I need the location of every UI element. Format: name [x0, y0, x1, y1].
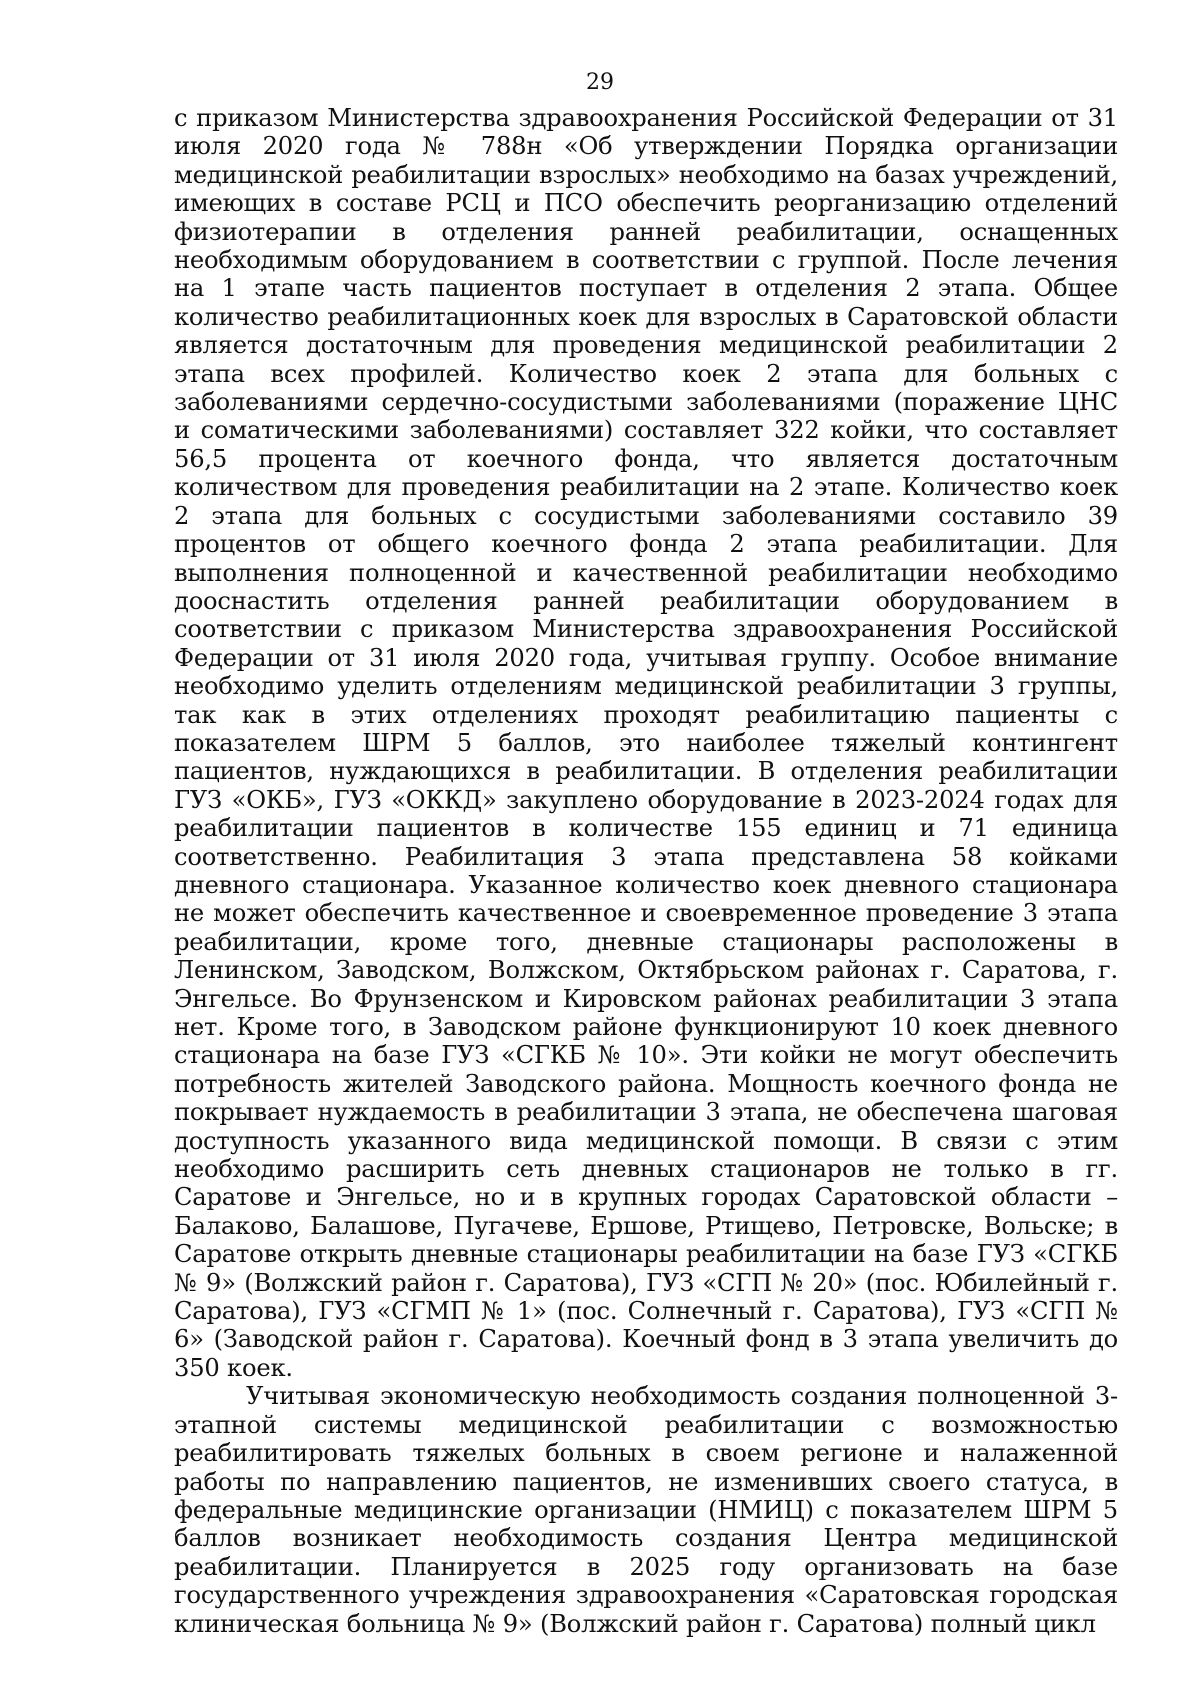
- document-body: [174, 104, 1118, 1638]
- page-number: 29: [586, 70, 614, 95]
- paragraph: Учитывая экономическую необходимость создания полноценной 3-этапной системы медицинской реабилитации с возможностью реабилитировать тяжелых больных в своем регионе и налаженной работы по направлению пациентов, не изменивших своего статуса, в федеральные медицинские организации (НМИЦ) с показателем ШРМ 5 баллов возникает необходимость создания Центра медицинской реабилитации. Планируется в 2025 году организовать на базе государственного учреждения здравоохранения «Саратовская городская клиническая больница № 9» (Волжский район г. Саратова) полный цикл: [174, 1382, 1118, 1638]
- paragraph: с приказом Министерства здравоохранения Российской Федерации от 31 июля 2020 года № 788н «Об утверждении Порядка организации медицинской реабилитации взрослых» необходимо на базах учреждений, имеющих в составе РСЦ и ПСО обеспечить реорганизацию отделений физиотерапии в отделения ранней реабилитации, оснащенных необходимым оборудованием в соответствии с группой. После лечения на 1 этапе часть пациентов поступает в отделения 2 этапа. Общее количество реабилитационных коек для взрослых в Саратовской области является достаточным для проведения медицинской реабилитации 2 этапа всех профилей. Количество коек 2 этапа для больных с заболеваниями сердечно-сосудистыми заболеваниями (поражение ЦНС и соматическими заболеваниями) составляет 322 койки, что составляет 56,5 процента от коечного фонда, что является достаточным количеством для проведения реабилитации на 2 этапе. Количество коек 2 этапа для больных с сосудистыми заболеваниями составило 39 процентов от общего коечного фонда 2 этапа реабилитации. Для выполнения полноценной и качественной реабилитации необходимо дооснастить отделения ранней реабилитации оборудованием в соответствии с приказом Министерства здравоохранения Российской Федерации от 31 июля 2020 года, учитывая группу. Особое внимание необходимо уделить отделениям медицинской реабилитации 3 группы, так как в этих отделениях проходят реабилитацию пациенты с показателем ШРМ 5 баллов, это наиболее тяжелый контингент пациентов, нуждающихся в реабилитации. В отделения реабилитации ГУЗ «ОКБ», ГУЗ «ОККД» закуплено оборудование в 2023-2024 годах для реабилитации пациентов в количестве 155 единиц и 71 единица соответственно. Реабилитация 3 этапа представлена 58 койками дневного стационара. Указанное количество коек дневного стационара не может обеспечить качественное и своевременное проведение 3 этапа реабилитации, кроме того, дневные стационары расположены в Ленинском, Заводском, Волжском, Октябрьском районах г. Саратова, г. Энгельсе. Во Фрунзенском и Кировском районах реабилитации 3 этапа нет. Кроме того, в Заводском районе функционируют 10 коек дневного стационара на базе ГУЗ «СГКБ № 10». Эти койки не могут обеспечить потребность жителей Заводского района. Мощность коечного фонда не покрывает нуждаемость в реабилитации 3 этапа, не обеспечена шаговая доступность указанного вида медицинской помощи. В связи с этим необходимо расширить сеть дневных стационаров не только в гг. Саратове и Энгельсе, но и в крупных городах Саратовской области – Балаково, Балашове, Пугачеве, Ершове, Ртищево, Петровске, Вольске; в Саратове открыть дневные стационары реабилитации на базе ГУЗ «СГКБ № 9» (Волжский район г. Саратова), ГУЗ «СГП № 20» (пос. Юбилейный г. Саратова), ГУЗ «СГМП № 1» (пос. Солнечный г. Саратова), ГУЗ «СГП № 6» (Заводской район г. Саратова). Коечный фонд в 3 этапа увеличить до 350 коек.: [174, 104, 1118, 1382]
